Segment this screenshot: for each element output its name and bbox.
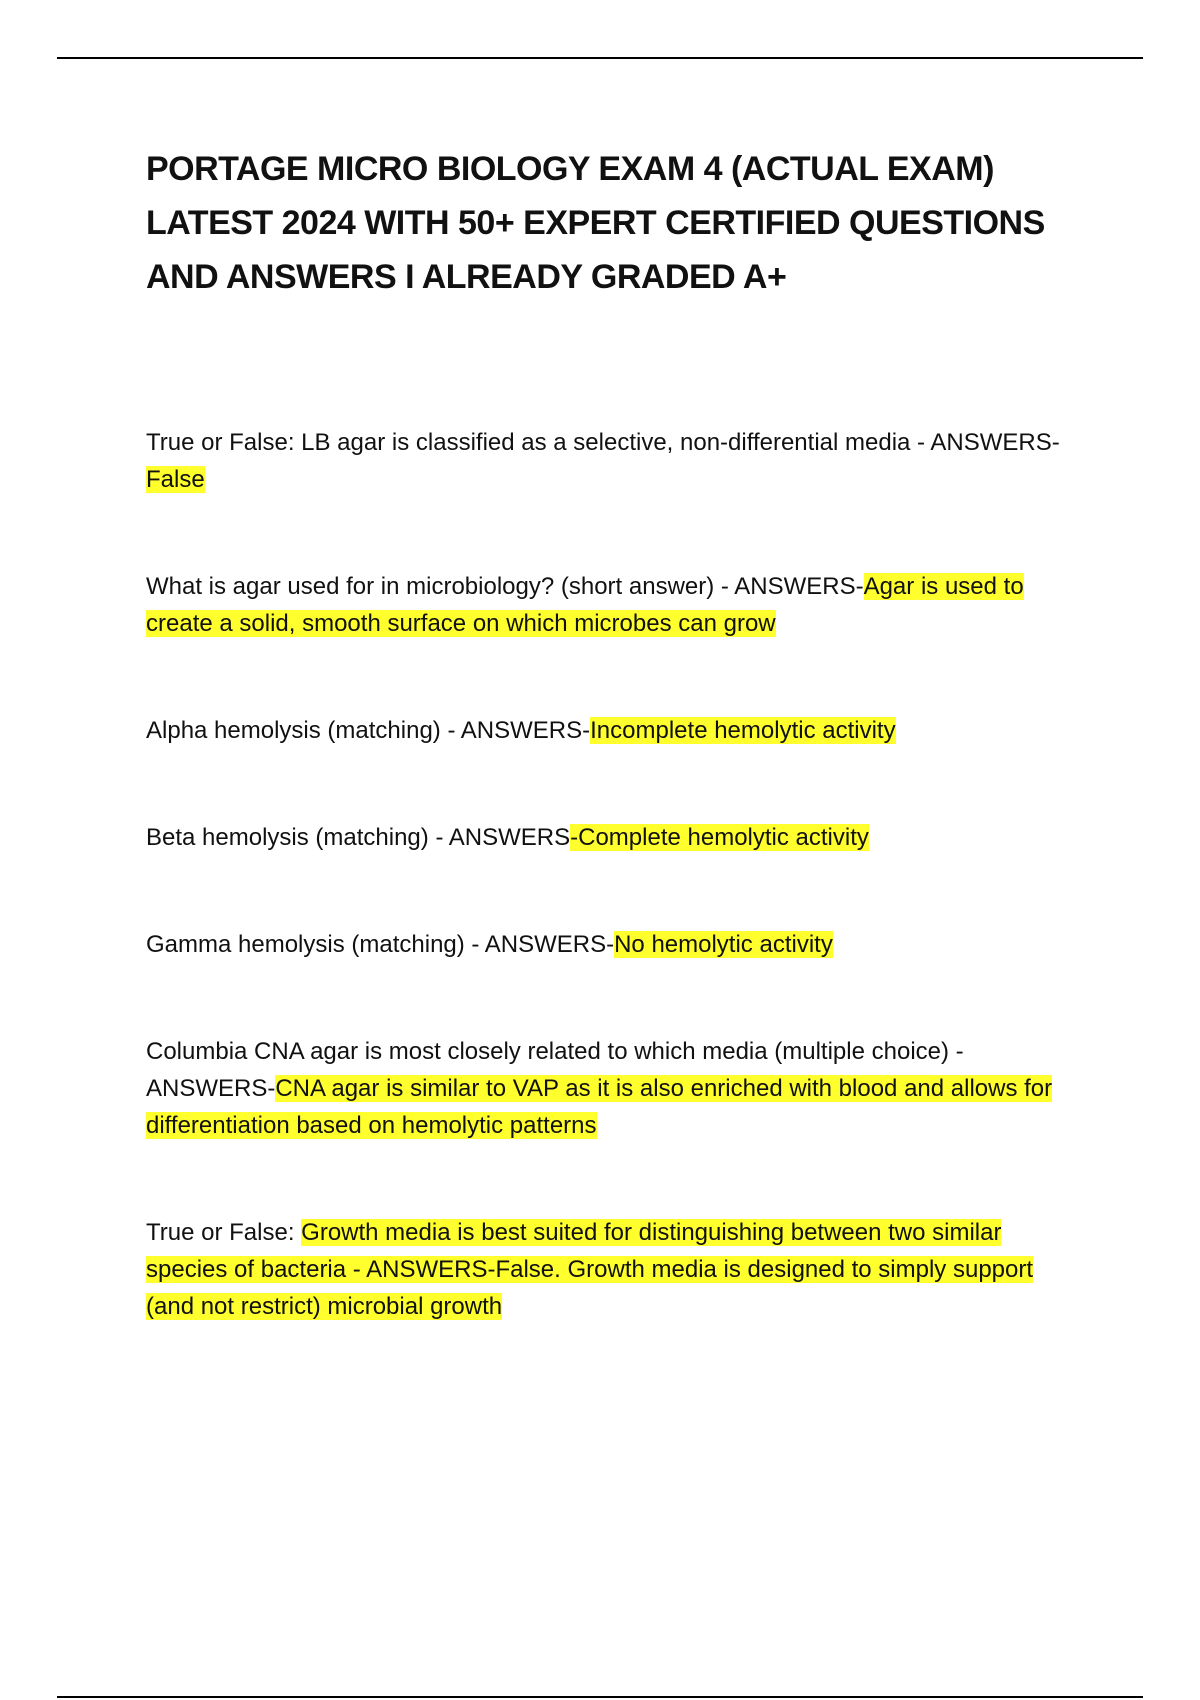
qa-item xyxy=(146,1214,1086,1325)
question-text: What is agar used for in microbiology? (short answer) - ANSWERS- xyxy=(146,573,864,600)
answer-highlight: Incomplete hemolytic activity xyxy=(590,717,896,744)
qa-item xyxy=(146,926,1086,963)
answer-highlight: Growth media is best suited for distinguishing between two similar species of bacteria - ANSWERS-False. Growth media is designed to simply support (and not restrict) microbial growth xyxy=(146,1219,1034,1320)
question-text: Alpha hemolysis (matching) - ANSWERS- xyxy=(146,717,591,744)
qa-item xyxy=(146,712,1086,749)
qa-item xyxy=(146,819,1086,856)
answer-highlight: -Complete hemolytic activity xyxy=(570,824,869,851)
bottom-rule xyxy=(57,1696,1143,1698)
answer-highlight: CNA agar is similar to VAP as it is also enriched with blood and allows for differentiation based on hemolytic patterns xyxy=(146,1075,1053,1139)
qa-item xyxy=(146,424,1086,498)
qa-list xyxy=(146,424,1086,1325)
document-title: PORTAGE MICRO BIOLOGY EXAM 4 (ACTUAL EXAM) LATEST 2024 WITH 50+ EXPERT CERTIFIED QUESTIONS AND ANSWERS I ALREADY GRADED A+ xyxy=(146,150,1045,296)
question-text: Gamma hemolysis (matching) - ANSWERS- xyxy=(146,931,615,958)
question-text: True or False: xyxy=(146,1219,302,1246)
top-rule xyxy=(57,57,1143,59)
question-text: True or False: LB agar is classified as a selective, non-differential media - ANSWERS- xyxy=(146,429,1060,456)
answer-highlight: Agar is used to create a solid, smooth surface on which microbes can grow xyxy=(146,573,1024,637)
question-text: Beta hemolysis (matching) - ANSWERS xyxy=(146,824,571,851)
answer-highlight: No hemolytic activity xyxy=(614,931,833,958)
qa-item xyxy=(146,568,1086,642)
question-text: Columbia CNA agar is most closely related to which media (multiple choice) - ANSWERS- xyxy=(146,1038,964,1102)
qa-item xyxy=(146,1033,1086,1144)
answer-highlight: False xyxy=(146,466,205,493)
